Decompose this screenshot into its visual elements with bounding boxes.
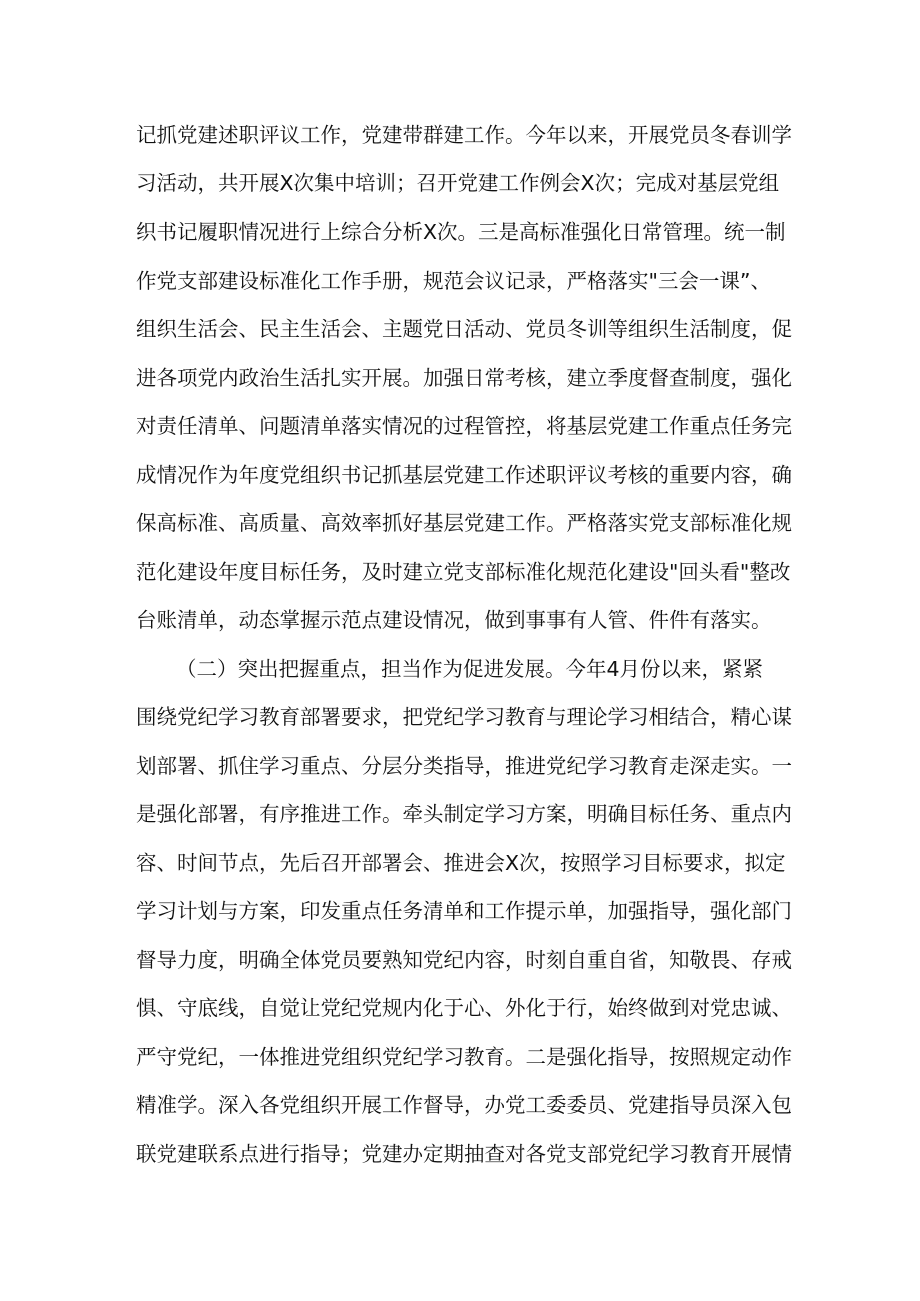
text-line: 严守党纪，一体推进党组织党纪学习教育。二是强化指导，按照规定动作 — [136, 1045, 792, 1069]
text-line: 学习计划与方案，印发重点任务清单和工作提示单，加强指导，强化部门 — [136, 899, 792, 923]
text-line: 习活动，共开展X次集中培训；召开党建工作例会X次；完成对基层党组 — [136, 171, 780, 195]
text-line: 作党支部建设标准化工作手册，规范会议记录，严格落实"三会一课”、 — [136, 269, 772, 293]
text-line: 联党建联系点进行指导；党建办定期抽查对各党支部党纪学习教育开展情 — [136, 1142, 792, 1166]
text-line: 成情况作为年度党组织书记抓基层党建工作述职评议考核的重要内容，确 — [136, 463, 792, 487]
text-line: 台账清单，动态掌握示范点建设情况，做到事事有人管、件件有落实。 — [136, 608, 772, 632]
text-line: 记抓党建述职评议工作，党建带群建工作。今年以来，开展党员冬春训学 — [136, 123, 792, 147]
text-line: 精准学。深入各党组织开展工作督导，办党工委委员、党建指导员深入包 — [136, 1093, 792, 1117]
text-line: 划部署、抓住学习重点、分层分类指导，推进党纪学习教育走深走实。一 — [136, 754, 792, 778]
text-line: 织书记履职情况进行上综合分析X次。三是高标准强化日常管理。统一制 — [136, 220, 786, 244]
text-line: （二）突出把握重点，担当作为促进发展。今年4月份以来，紧紧 — [176, 657, 764, 681]
text-line: 进各项党内政治生活扎实开展。加强日常考核，建立季度督查制度，强化 — [136, 366, 792, 390]
text-line: 保高标准、高质量、高效率抓好基层党建工作。严格落实党支部标准化规 — [136, 511, 792, 535]
text-line: 容、时间节点，先后召开部署会、推进会X次，按照学习目标要求，拟定 — [136, 851, 786, 875]
text-line: 惧、守底线，自觉让党纪党规内化于心、外化于行，始终做到对党忠诚、 — [136, 996, 792, 1020]
text-line: 是强化部署，有序推进工作。牵头制定学习方案，明确目标任务、重点内 — [136, 802, 792, 826]
text-line: 对责任清单、问题清单落实情况的过程管控，将基层党建工作重点任务完 — [136, 414, 792, 438]
text-line: 围绕党纪学习教育部署要求，把党纪学习教育与理论学习相结合，精心谋 — [136, 705, 792, 729]
text-line: 督导力度，明确全体党员要熟知党纪内容，时刻自重自省，知敬畏、存戒 — [136, 948, 792, 972]
text-line: 范化建设年度目标任务，及时建立党支部标准化规范化建设"回头看"整改 — [136, 560, 791, 584]
text-line: 组织生活会、民主生活会、主题党日活动、党员冬训等组织生活制度，促 — [136, 317, 792, 341]
